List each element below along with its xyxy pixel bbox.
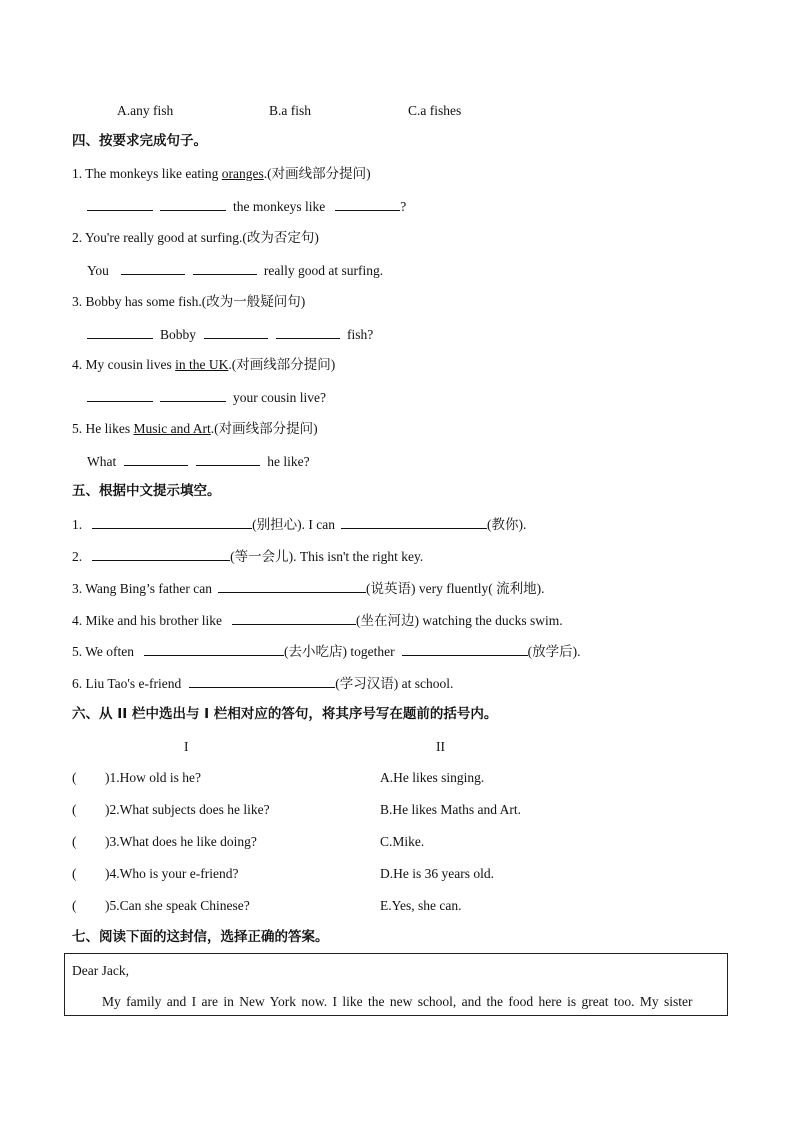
s5-question-2 xyxy=(72,547,423,565)
section-5-title: 五、根据中文提示填空。 xyxy=(72,483,221,499)
column-i-header: I xyxy=(184,739,189,754)
letter-body: My family and I are in New York now. I like the new school, and the food here is great too. My sister xyxy=(102,994,693,1009)
s5-q2-number: 2. xyxy=(72,549,83,564)
s4-q1-underlined: oranges xyxy=(221,166,264,181)
answer-bracket[interactable]: ( xyxy=(72,802,77,817)
option-c: C.a fishes xyxy=(408,103,462,118)
s5-q1-number: 1. xyxy=(72,517,83,532)
s4-q5-underlined: Music and Art xyxy=(133,421,211,436)
section-7-title: 七、阅读下面的这封信，选择正确的答案。 xyxy=(72,929,329,945)
s4-q1-instruction: .(对画线部分提问) xyxy=(263,166,371,181)
s5-q5-hint2: (放学后). xyxy=(527,644,581,659)
s5-q4-text: 4. Mike and his brother like xyxy=(72,613,222,628)
match-question: )1.How old is he? xyxy=(105,770,201,785)
s5-q3-text: 3. Wang Bing’s father can xyxy=(72,581,213,596)
s4-q5-instruction: .(对画线部分提问) xyxy=(210,421,318,436)
blank[interactable] xyxy=(87,197,153,211)
s5-q6-hint1: (学习汉语) at school. xyxy=(335,676,454,691)
blank[interactable] xyxy=(92,547,230,561)
s4-a2-start: You xyxy=(87,263,109,278)
s5-question-3 xyxy=(72,579,544,597)
s4-q1-text: 1. The monkeys like eating xyxy=(72,166,222,181)
s4-a5-start: What xyxy=(87,454,117,469)
blank[interactable] xyxy=(196,452,260,466)
match-question: )4.Who is your e-friend? xyxy=(105,866,239,881)
match-answer: B.He likes Maths and Art. xyxy=(380,802,521,817)
s5-q1-hint2: (教你). xyxy=(486,517,527,532)
s4-a1-end: ? xyxy=(400,199,407,214)
s4-answer-1 xyxy=(87,197,406,215)
match-answer: A.He likes singing. xyxy=(380,770,485,785)
option-b: B.a fish xyxy=(269,103,311,118)
s4-a4-text: your cousin live? xyxy=(233,390,326,405)
s4-a2-text: really good at surfing. xyxy=(263,263,384,278)
s5-q5-hint1: (去小吃店) together xyxy=(284,644,395,659)
blank[interactable] xyxy=(189,674,335,688)
s4-answer-4 xyxy=(87,388,326,406)
s5-q5-text: 5. We often xyxy=(72,644,135,659)
blank[interactable] xyxy=(87,325,153,339)
option-a: A.any fish xyxy=(117,103,174,118)
s4-question-2: 2. You're really good at surfing.(改为否定句) xyxy=(72,230,319,245)
s5-question-5 xyxy=(72,642,581,660)
s4-q4-text: 4. My cousin lives xyxy=(72,357,176,372)
blank[interactable] xyxy=(193,261,257,275)
answer-bracket[interactable]: ( xyxy=(72,834,77,849)
s5-question-6 xyxy=(72,674,453,692)
s4-q5-text: 5. He likes xyxy=(72,421,134,436)
match-answer: C.Mike. xyxy=(380,834,425,849)
blank[interactable] xyxy=(218,579,366,593)
s4-answer-5 xyxy=(87,452,310,470)
s4-question-3: 3. Bobby has some fish.(改为一般疑问句) xyxy=(72,294,306,309)
blank[interactable] xyxy=(402,642,528,656)
blank[interactable] xyxy=(204,325,268,339)
s4-q4-instruction: .(对画线部分提问) xyxy=(228,357,336,372)
answer-bracket[interactable]: ( xyxy=(72,898,77,913)
s4-answer-2 xyxy=(87,261,383,279)
match-question: )3.What does he like doing? xyxy=(105,834,257,849)
s4-question-4 xyxy=(72,356,335,374)
s4-question-5 xyxy=(72,420,318,438)
blank[interactable] xyxy=(232,611,356,625)
match-question: )5.Can she speak Chinese? xyxy=(105,898,250,913)
column-ii-header: II xyxy=(436,739,445,754)
s5-q2-hint1: (等一会儿). This isn't the right key. xyxy=(230,549,424,564)
blank[interactable] xyxy=(121,261,185,275)
s4-answer-3 xyxy=(87,325,373,343)
s5-q1-hint1: (别担心). I can xyxy=(252,517,335,532)
blank[interactable] xyxy=(92,515,252,529)
blank[interactable] xyxy=(87,388,153,402)
letter-greeting: Dear Jack, xyxy=(72,963,129,978)
section-6-title: 六、从 II 栏中选出与 I 栏相对应的答句，将其序号写在题前的括号内。 xyxy=(72,706,498,722)
blank[interactable] xyxy=(341,515,487,529)
s5-q6-text: 6. Liu Tao's e-friend xyxy=(72,676,182,691)
letter-box xyxy=(64,953,728,1016)
answer-bracket[interactable]: ( xyxy=(72,770,77,785)
s4-q4-underlined: in the UK xyxy=(175,357,229,372)
blank[interactable] xyxy=(276,325,340,339)
blank[interactable] xyxy=(144,642,284,656)
s4-a3-text: Bobby xyxy=(160,327,197,342)
blank[interactable] xyxy=(160,197,226,211)
s4-a5-text: he like? xyxy=(267,454,310,469)
match-answer: E.Yes, she can. xyxy=(380,898,462,913)
s4-a3-end: fish? xyxy=(347,327,374,342)
blank[interactable] xyxy=(335,197,400,211)
blank[interactable] xyxy=(160,388,226,402)
s5-q4-hint1: (坐在河边) watching the ducks swim. xyxy=(355,613,563,628)
s5-q3-hint1: (说英语) very fluently( 流利地). xyxy=(366,581,545,596)
s4-a1-text: the monkeys like xyxy=(233,199,326,214)
match-question: )2.What subjects does he like? xyxy=(105,802,270,817)
match-answer: D.He is 36 years old. xyxy=(380,866,494,881)
s5-question-4 xyxy=(72,611,563,629)
blank[interactable] xyxy=(124,452,188,466)
section-4-title: 四、按要求完成句子。 xyxy=(72,133,207,149)
s5-question-1 xyxy=(72,515,526,533)
answer-bracket[interactable]: ( xyxy=(72,866,77,881)
s4-question-1 xyxy=(72,165,371,183)
